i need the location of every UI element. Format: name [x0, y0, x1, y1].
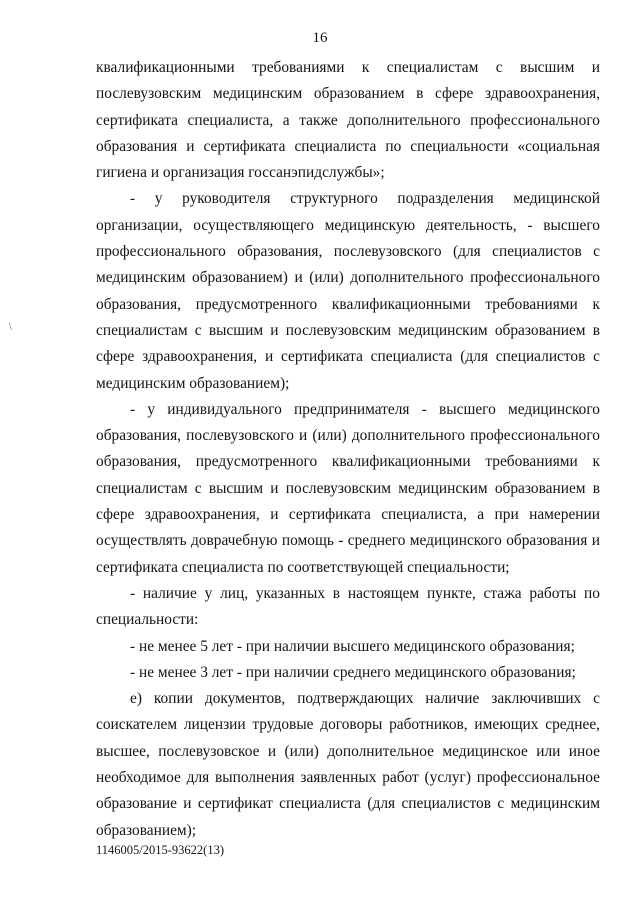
paragraph-continuation: квалификационными требованиями к специалистам с высшим и послевузовским медицинским образованием в сфере здравоохранения, сертификата специалиста, а также дополнительного профессионального образования и сертификата специалиста по специальности «социальная гигиена и организация госсанэпидслужбы»;: [96, 59, 600, 182]
paragraph-entrepreneur: - у индивидуального предпринимателя - высшего медицинского образования, послевузовского и (или) дополнительного профессионального образования, предусмотренного квалификационными требованиями к специалистам с высшим и послевузовским медицинским образованием в сфере здравоохранения, и сертификата специалиста, а при намерении осуществлять доврачебную помощь - среднего медицинского образования и сертификата специалиста по соответствующей специальности;: [96, 400, 600, 576]
paragraph-work-experience: - наличие у лиц, указанных в настоящем пункте, стажа работы по специальности:: [96, 584, 600, 629]
page-number: 16: [312, 30, 328, 46]
document-body: [96, 55, 600, 844]
paragraph-item-e: е) копии документов, подтверждающих наличие заключивших с соискателем лицензии трудовые договоры работников, имеющих среднее, высшее, послевузовское и (или) дополнительное медицинское или иное необходимое для выполнения заявленных работ (услуг) профессиональное образование и сертификат специалиста (для специалистов с медицинским образованием);: [96, 690, 600, 839]
paragraph-experience-3-years: - не менее 3 лет - при наличии среднего медицинского образования;: [130, 663, 576, 681]
document-code: 1146005/2015-93622(13): [96, 843, 224, 857]
margin-mark: \: [9, 322, 12, 333]
paragraph-department-head: - у руководителя структурного подразделения медицинской организации, осуществляющего медицинскую деятельность, - высшего профессионального образования, послевузовского (для специалистов с медицинским образованием) и (или) дополнительного профессионального образования, предусмотренного квалификационными требованиями к специалистам с высшим и послевузовским медицинским образованием в сфере здравоохранения, и сертификата специалиста (для специалистов с медицинским образованием);: [96, 190, 600, 392]
paragraph-experience-5-years: - не менее 5 лет - при наличии высшего медицинского образования;: [130, 637, 575, 655]
